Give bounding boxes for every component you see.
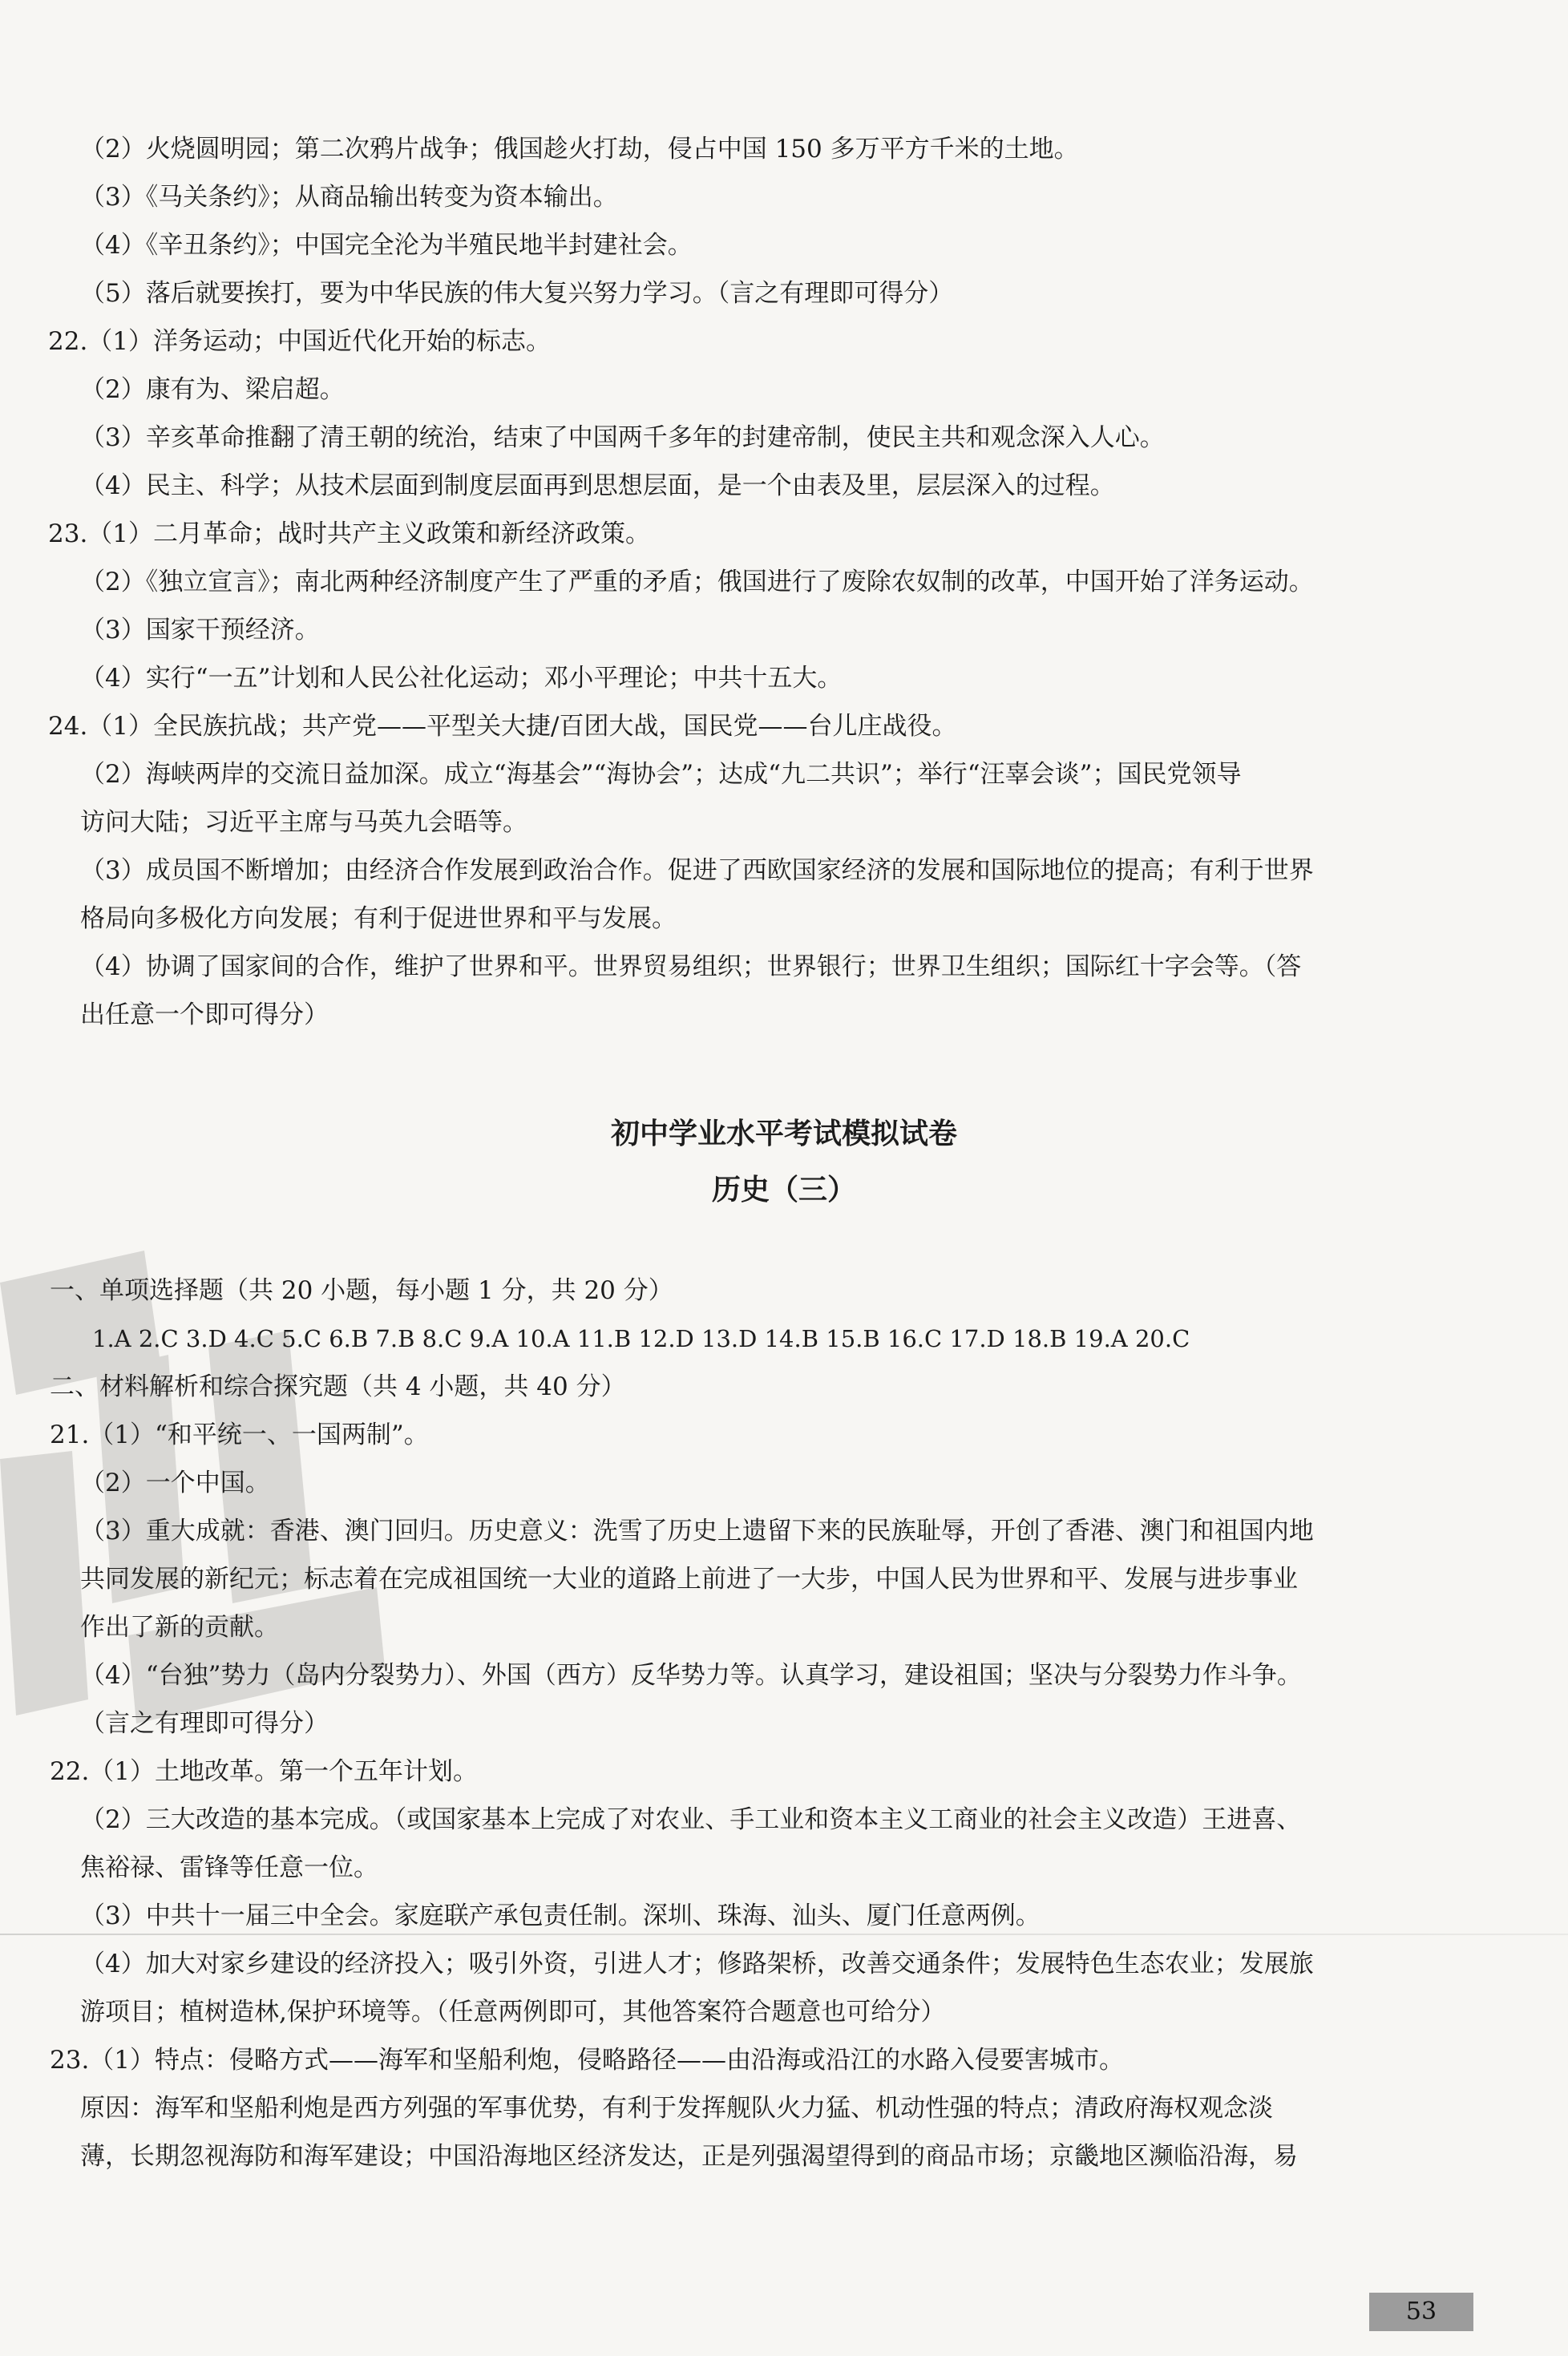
answer-line: （5）落后就要挨打，要为中华民族的伟大复兴努力学习。（言之有理即可得分） — [80, 279, 954, 308]
answer-line: （4）民主、科学；从技术层面到制度层面再到思想层面，是一个由表及里，层层深入的过程。 — [80, 471, 1115, 500]
answer-line: （3）辛亥革命推翻了清王朝的统治，结束了中国两千多年的封建帝制，使民主共和观念深入人心。 — [80, 423, 1165, 452]
answer-line: 作出了新的贡献。 — [80, 1613, 279, 1642]
answer-line: 游项目；植树造林,保护环境等。（任意两例即可，其他答案符合题意也可给分） — [80, 1998, 946, 2027]
answer-line: （2）一个中国。 — [80, 1469, 270, 1497]
choice-answers: 1.A 2.C 3.D 4.C 5.C 6.B 7.B 8.C 9.A 10.A 11.B 12.D 13.D 14.B 15.B 16.C 17.D 18.B 19.A 20.C — [92, 1325, 1190, 1352]
answer-line: （4）协调了国家间的合作，维护了世界和平。世界贸易组织；世界银行；世界卫生组织；国际红十字会等。（答 — [80, 952, 1302, 981]
answer-line: 访问大陆；习近平主席与马英九会晤等。 — [80, 808, 527, 837]
answer-line: （3）重大成就：香港、澳门回归。历史意义：洗雪了历史上遗留下来的民族耻辱，开创了香港、澳门和祖国内地 — [80, 1517, 1314, 1546]
answer-line: （3）《马关条约》；从商品输出转变为资本输出。 — [80, 183, 618, 212]
answer-line: （3）国家干预经济。 — [80, 616, 320, 645]
answer-line: 24.（1）全民族抗战；共产党——平型关大捷/百团大战，国民党——台儿庄战役。 — [48, 712, 957, 741]
section-heading: 二、材料解析和综合探究题（共 4 小题，共 40 分） — [50, 1372, 626, 1401]
answer-line: （2）康有为、梁启超。 — [80, 375, 345, 404]
answer-line: （2）火烧圆明园；第二次鸦片战争；俄国趁火打劫，侵占中国 150 多万平方千米的土地。 — [80, 135, 1079, 164]
answer-line: 薄，长期忽视海防和海军建设；中国沿海地区经济发达，正是列强渴望得到的商品市场；京畿地区濒临沿海，易 — [80, 2142, 1298, 2171]
answer-line: 22.（1）土地改革。第一个五年计划。 — [50, 1757, 479, 1786]
answer-line: 焦裕禄、雷锋等任意一位。 — [80, 1853, 378, 1882]
answer-line: 原因：海军和坚船利炮是西方列强的军事优势，有利于发挥舰队火力猛、机动性强的特点；清政府海权观念淡 — [80, 2094, 1273, 2123]
answer-line: 格局向多极化方向发展；有利于促进世界和平与发展。 — [80, 904, 677, 933]
answer-line: （3）中共十一届三中全会。家庭联产承包责任制。深圳、珠海、汕头、厦门任意两例。 — [80, 1901, 1041, 1930]
answer-line: 23.（1）特点：侵略方式——海军和坚船利炮，侵略路径——由沿海或沿江的水路入侵要害城市。 — [50, 2046, 1125, 2075]
exam-title: 初中学业水平考试模拟试卷 — [610, 1117, 957, 1150]
answer-line: 出任意一个即可得分） — [80, 1000, 329, 1029]
answer-line: （2）海峡两岸的交流日益加深。成立“海基会”“海协会”；达成“九二共识”；举行“汪辜会谈”；国民党领导 — [80, 760, 1242, 789]
answer-line: （2）三大改造的基本完成。（或国家基本上完成了对农业、手工业和资本主义工商业的社会主义改造）王进喜、 — [80, 1805, 1302, 1834]
answer-line: （4）“台独”势力（岛内分裂势力）、外国（西方）反华势力等。认真学习，建设祖国；坚决与分裂势力作斗争。 — [80, 1661, 1302, 1690]
answer-line: 共同发展的新纪元；标志着在完成祖国统一大业的道路上前进了一大步，中国人民为世界和平、发展与进步事业 — [80, 1565, 1298, 1594]
page-number-badge: 53 — [1369, 2293, 1473, 2331]
answer-line: （4）实行“一五”计划和人民公社化运动；邓小平理论；中共十五大。 — [80, 664, 843, 693]
answer-line: （4）加大对家乡建设的经济投入；吸引外资，引进人才；修路架桥，改善交通条件；发展特色生态农业；发展旅 — [80, 1950, 1314, 1978]
page-fold-divider — [0, 1934, 1568, 1935]
answer-line: （3）成员国不断增加；由经济合作发展到政治合作。促进了西欧国家经济的发展和国际地位的提高；有利于世界 — [80, 856, 1314, 885]
answer-line: 22.（1）洋务运动；中国近代化开始的标志。 — [48, 327, 552, 356]
answer-line: （言之有理即可得分） — [80, 1709, 329, 1738]
answer-line: （4）《辛丑条约》；中国完全沦为半殖民地半封建社会。 — [80, 231, 693, 260]
answer-line: 23.（1）二月革命；战时共产主义政策和新经济政策。 — [48, 519, 651, 548]
section-heading: 一、单项选择题（共 20 小题，每小题 1 分，共 20 分） — [50, 1276, 673, 1305]
answer-line: （2）《独立宣言》；南北两种经济制度产生了严重的矛盾；俄国进行了废除农奴制的改革，中国开始了洋务运动。 — [80, 568, 1314, 596]
answer-line: 21.（1）“和平统一、一国两制”。 — [50, 1420, 429, 1449]
exam-subtitle: 历史（三） — [711, 1173, 856, 1206]
